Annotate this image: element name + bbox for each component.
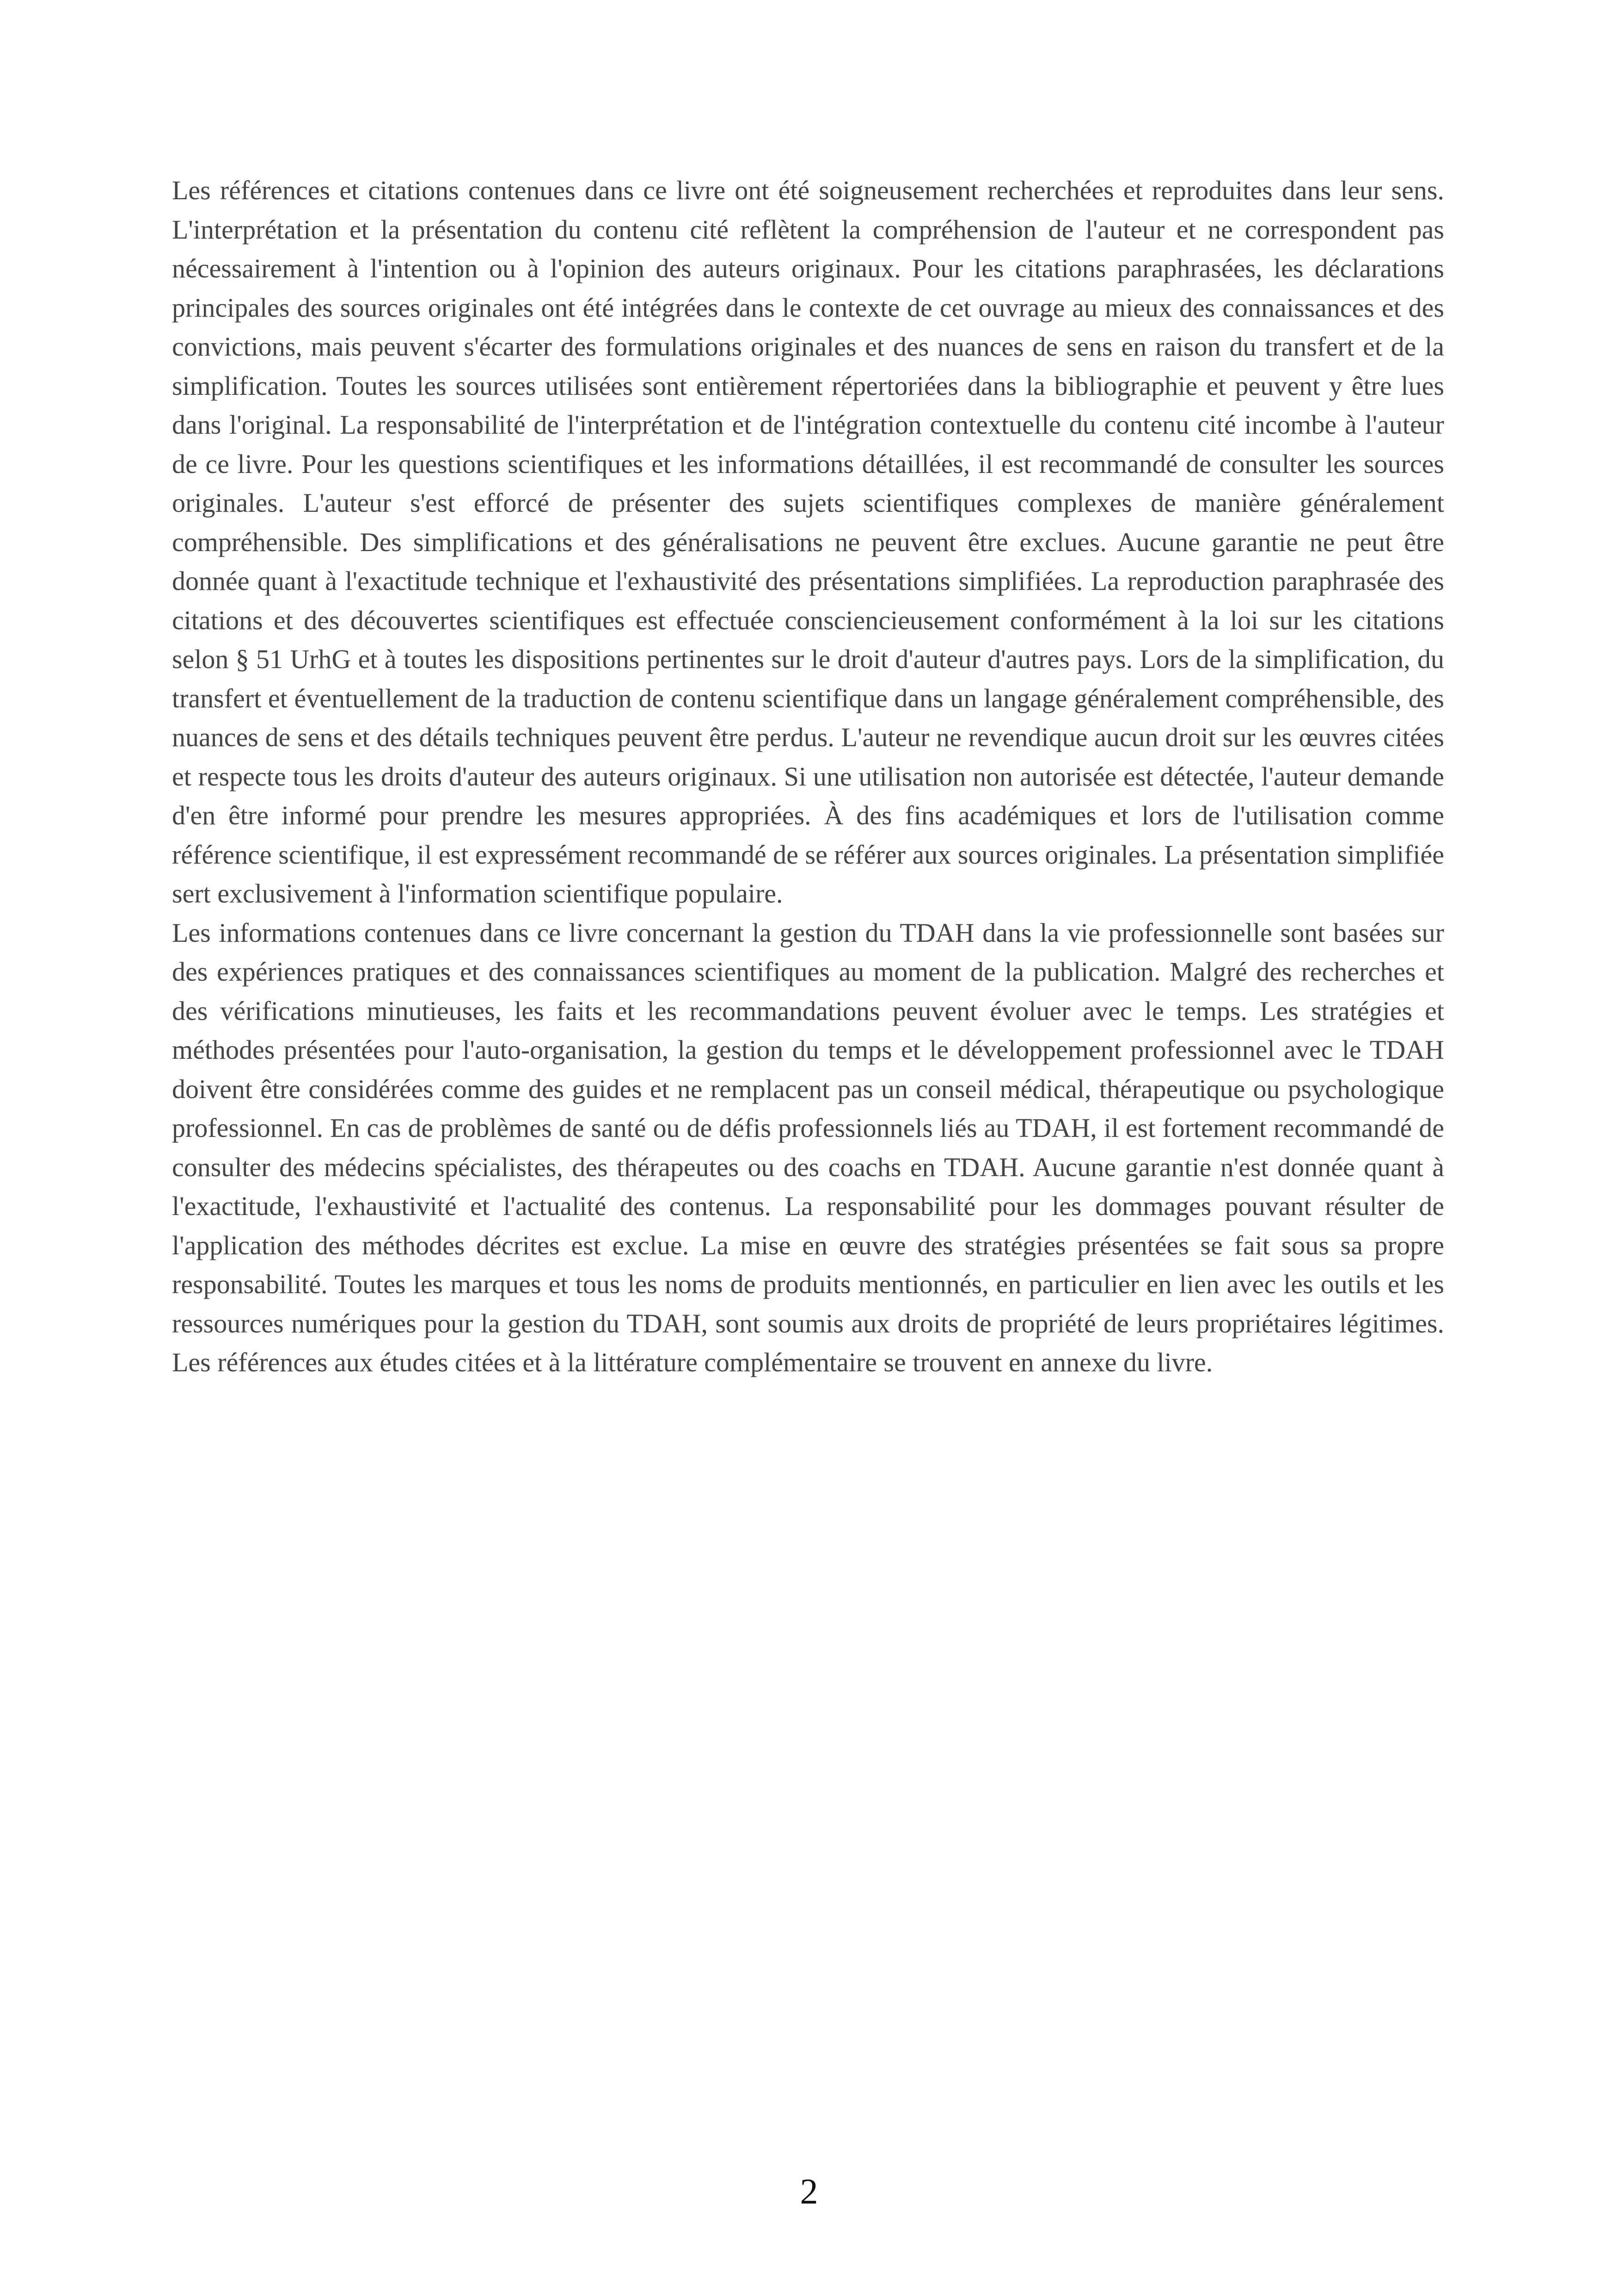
paragraph-adhd-information-disclaimer: Les informations contenues dans ce livre concernant la gestion du TDAH dans la vie professionnelle sont basées sur des expériences pratiques et des connaissances scientifiques au moment de la publication. Malgré des recherches et des vérifications minutieuses, les faits et les recommandations peuvent évoluer avec le temps. Les stratégies et méthodes présentées pour l'auto-organisation, la gestion du temps et le développement professionnel avec le TDAH doivent être considérées comme des guides et ne remplacent pas un conseil médical, thérapeutique ou psychologique professionnel. En cas de problèmes de santé ou de défis professionnels liés au TDAH, il est fortement recommandé de consulter des médecins spécialistes, des thérapeutes ou des coachs en TDAH. Aucune garantie n'est donnée quant à l'exactitude, l'exhaustivité et l'actualité des contenus. La responsabilité pour les dommages pouvant résulter de l'application des méthodes décrites est exclue. La mise en œuvre des stratégies présentées se fait sous sa propre responsabilité. Toutes les marques et tous les noms de produits mentionnés, en particulier en lien avec les outils et les ressources numériques pour la gestion du TDAH, sont soumis aux droits de propriété de leurs propriétaires légitimes. Les références aux études citées et à la littérature complémentaire se trouvent en annexe du livre. (172, 917, 1444, 1377)
paragraph-references-disclaimer: Les références et citations contenues dans ce livre ont été soigneusement recherchées et reproduites dans leur sens. L'interprétation et la présentation du contenu cité reflètent la compréhension de l'auteur et ne correspondent pas nécessairement à l'intention ou à l'opinion des auteurs originaux. Pour les citations paraphrasées, les déclarations principales des sources originales ont été intégrées dans le contexte de cet ouvrage au mieux des connaissances et des convictions, mais peuvent s'écarter des formulations originales et des nuances de sens en raison du transfert et de la simplification. Toutes les sources utilisées sont entièrement répertoriées dans la bibliographie et peuvent y être lues dans l'original. La responsabilité de l'interprétation et de l'intégration contextuelle du contenu cité incombe à l'auteur de ce livre. Pour les questions scientifiques et les informations détaillées, il est recommandé de consulter les sources originales. L'auteur s'est efforcé de présenter des sujets scientifiques complexes de manière généralement compréhensible. Des simplifications et des généralisations ne peuvent être exclues. Aucune garantie ne peut être donnée quant à l'exactitude technique et l'exhaustivité des présentations simplifiées. La reproduction paraphrasée des citations et des découvertes scientifiques est effectuée consciencieusement conformément à la loi sur les citations selon § 51 UrhG et à toutes les dispositions pertinentes sur le droit d'auteur d'autres pays. Lors de la simplification, du transfert et éventuellement de la traduction de contenu scientifique dans un langage généralement compréhensible, des nuances de sens et des détails techniques peuvent être perdus. L'auteur ne revendique aucun droit sur les œuvres citées et respecte tous les droits d'auteur des auteurs originaux. Si une utilisation non autorisée est détectée, l'auteur demande d'en être informé pour prendre les mesures appropriées. À des fins académiques et lors de l'utilisation comme référence scientifique, il est expressément recommandé de se référer aux sources originales. La présentation simplifiée sert exclusivement à l'information scientifique populaire. (172, 175, 1444, 909)
page-number: 2 (800, 2171, 818, 2211)
body-text (172, 171, 1444, 1382)
